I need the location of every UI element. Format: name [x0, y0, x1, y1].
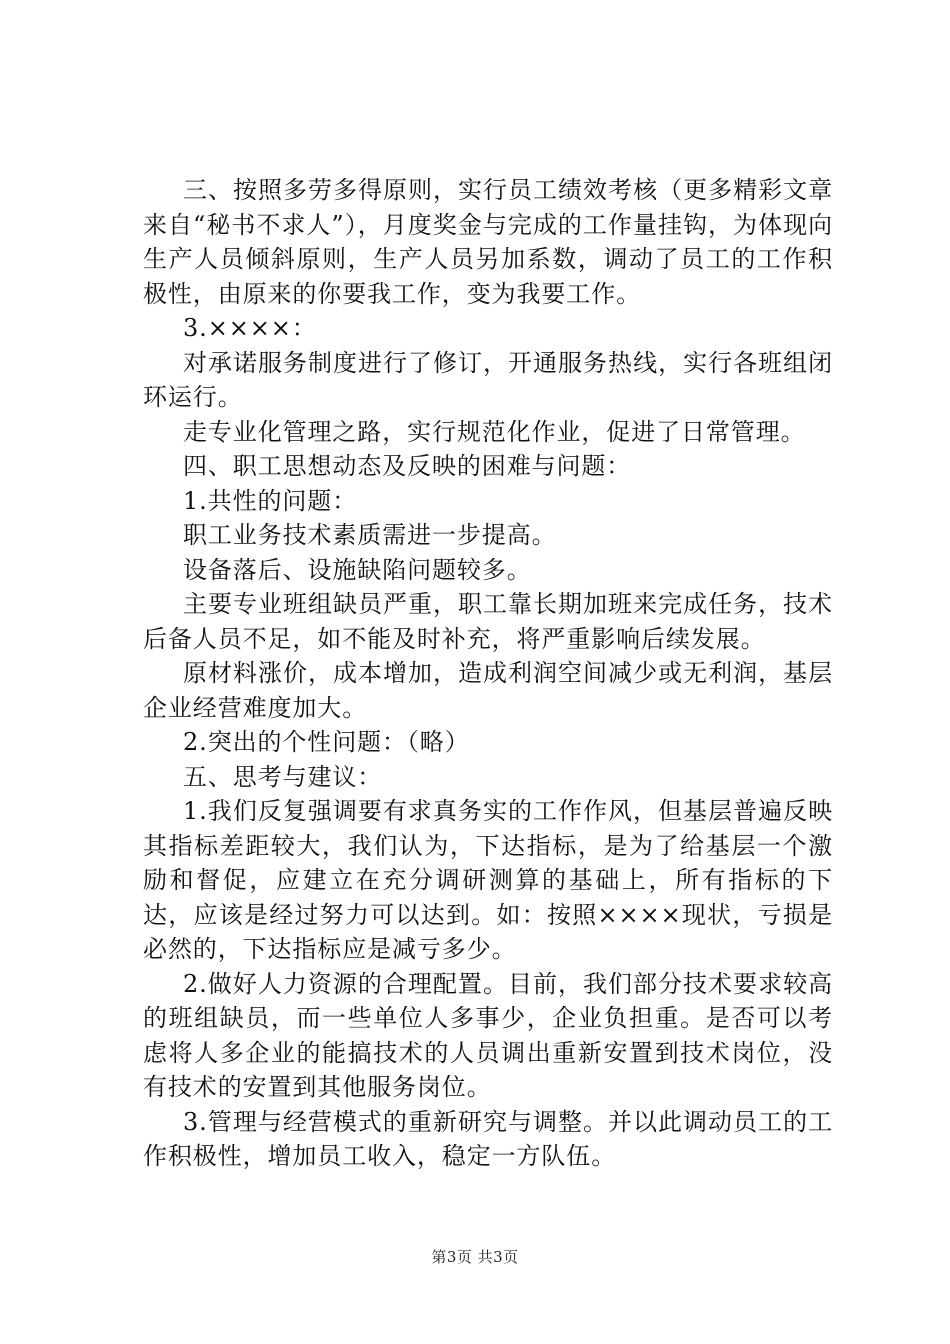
paragraph-item-heading: 3.××××：: [183, 314, 317, 342]
paragraph-section-three: 三、按照多劳多得原则，实行员工绩效考核（更多精彩文章来自“秘书不求人”），月度奖金与完成的工作量挂钩，为体现向生产人员倾斜原则，生产人员另加系数，调动了员工的工作积极性，由原来的你要我工作，变为我要工作。: [143, 176, 833, 308]
paragraph: 主要专业班组缺员严重，职工靠长期加班来完成任务，技术后备人员不足，如不能及时补充，将严重影响后续发展。: [143, 590, 833, 653]
paragraph: 对承诺服务制度进行了修订，开通服务热线，实行各班组闭环运行。: [143, 348, 833, 411]
paragraph: 原材料涨价，成本增加，造成利润空间减少或无利润，基层企业经营难度加大。: [143, 659, 833, 722]
paragraph-item-heading: 2.突出的个性问题：（略）: [183, 728, 470, 756]
page-footer: 第3页 共3页: [431, 1248, 519, 1266]
paragraph-item-heading: 1.共性的问题：: [183, 486, 358, 515]
paragraph-suggestion-1: 1.我们反复强调要有求真务实的工作作风，但基层普遍反映其指标差距较大，我们认为，下达指标，是为了给基层一个激励和督促，应建立在充分调研测算的基础上，所有指标的下达，应该是经过努力可以达到。如：按照××××现状，亏损是必然的，下达指标应是减亏多少。: [143, 797, 833, 963]
paragraph-section-four: 四、职工思想动态及反映的困难与问题：: [183, 452, 632, 480]
paragraph: 走专业化管理之路，实行规范化作业，促进了日常管理。: [183, 417, 806, 446]
paragraph-suggestion-2: 2.做好人力资源的合理配置。目前，我们部分技术要求较高的班组缺员，而一些单位人多事少，企业负担重。是否可以考虑将人多企业的能搞技术的人员调出重新安置到技术岗位，没有技术的安置到其他服务岗位。: [143, 969, 833, 1101]
document-body: [143, 173, 833, 1174]
paragraph: 设备落后、设施缺陷问题较多。: [183, 555, 532, 584]
paragraph-suggestion-3: 3.管理与经营模式的重新研究与调整。并以此调动员工的工作积极性，增加员工收入，稳定一方队伍。: [143, 1107, 833, 1170]
paragraph-section-five: 五、思考与建议：: [183, 762, 383, 791]
paragraph: 职工业务技术素质需进一步提高。: [183, 521, 557, 549]
